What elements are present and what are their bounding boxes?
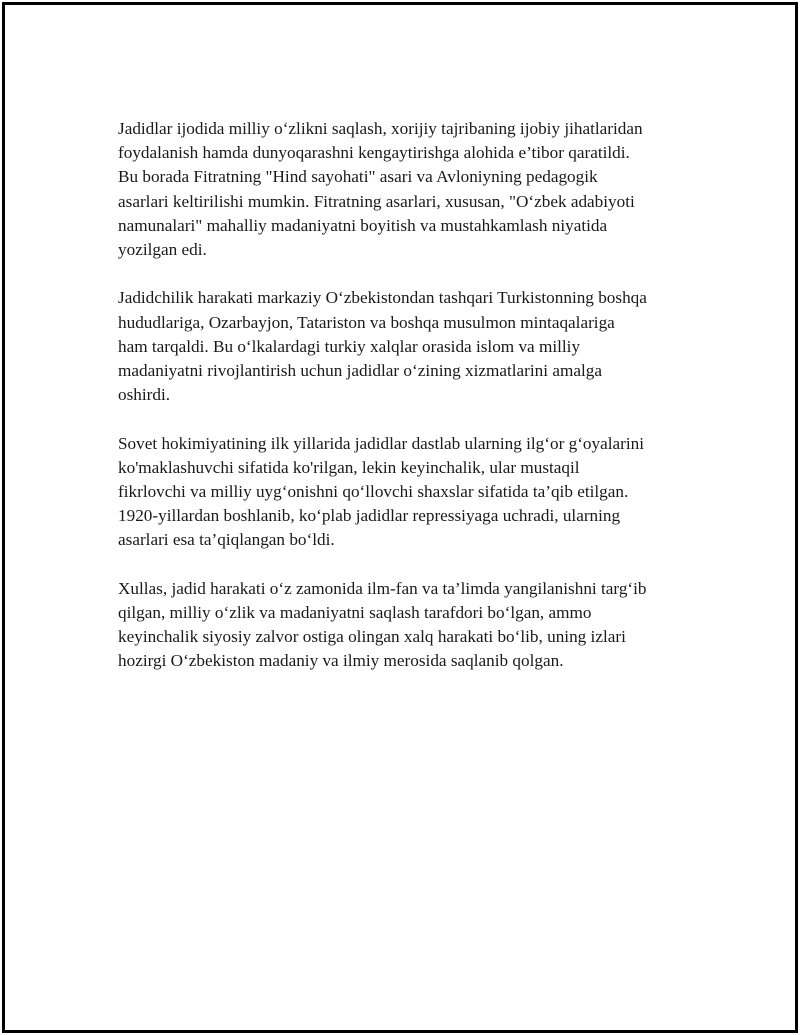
text-line: asarlari esa ta’qiqlangan bo‘ldi. (118, 530, 335, 550)
text-line: oshirdi. (118, 385, 171, 405)
text-line: Xullas, jadid harakati o‘z zamonida ilm-fan va ta’limda yangilanishni targ‘ib (118, 578, 647, 598)
text-line: Bu borada Fitratning "Hind sayohati" asari va Avloniyning pedagogik (118, 167, 598, 187)
text-line: Jadidlar ijodida milliy o‘zlikni saqlash, xorijiy tajribaning ijobiy jihatlaridan (118, 119, 643, 138)
text-line: namunalari" mahalliy madaniyatni boyitish va mustahkamlash niyatida (118, 215, 608, 235)
text-line: hududlariga, Ozarbayjon, Tatariston va boshqa musulmon mintaqalariga (118, 312, 615, 332)
document-body (118, 117, 708, 698)
text-line: yozilgan edi. (118, 240, 207, 260)
text-line: fikrlovchi va milliy uyg‘onishni qo‘llovchi shaxslar sifatida ta’qib etilgan. (118, 482, 629, 502)
text-line: keyinchalik siyosiy zalvor ostiga olingan xalq harakati bo‘lib, uning izlari (118, 627, 626, 647)
paragraph-4 (118, 577, 708, 674)
text-line: madaniyatni rivojlantirish uchun jadidlar o‘zining xizmatlarini amalga (118, 361, 602, 381)
text-line: hozirgi O‘zbekiston madaniy va ilmiy merosida saqlanib qolgan. (118, 651, 564, 671)
paragraph-1 (118, 117, 708, 262)
text-line: 1920-yillardan boshlanib, ko‘plab jadidlar repressiyaga uchradi, ularning (118, 506, 621, 526)
paragraph-2 (118, 286, 708, 407)
text-line: ko'maklashuvchi sifatida ko'rilgan, lekin keyinchalik, ular mustaqil (118, 457, 580, 477)
text-line: qilgan, milliy o‘zlik va madaniyatni saqlash tarafdori bo‘lgan, ammo (118, 603, 592, 623)
text-line: Sovet hokimiyatining ilk yillarida jadidlar dastlab ularning ilg‘or g‘oyalarini (118, 433, 645, 453)
paragraph-3 (118, 432, 708, 553)
text-line: foydalanish hamda dunyoqarashni kengaytirishga alohida e’tibor qaratildi. (118, 143, 630, 163)
text-line: Jadidchilik harakati markaziy O‘zbekistondan tashqari Turkistonning boshqa (118, 288, 647, 308)
text-line: ham tarqaldi. Bu o‘lkalardagi turkiy xalqlar orasida islom va milliy (118, 336, 581, 356)
text-line: asarlari keltirilishi mumkin. Fitratning asarlari, xususan, "O‘zbek adabiyoti (118, 191, 635, 211)
